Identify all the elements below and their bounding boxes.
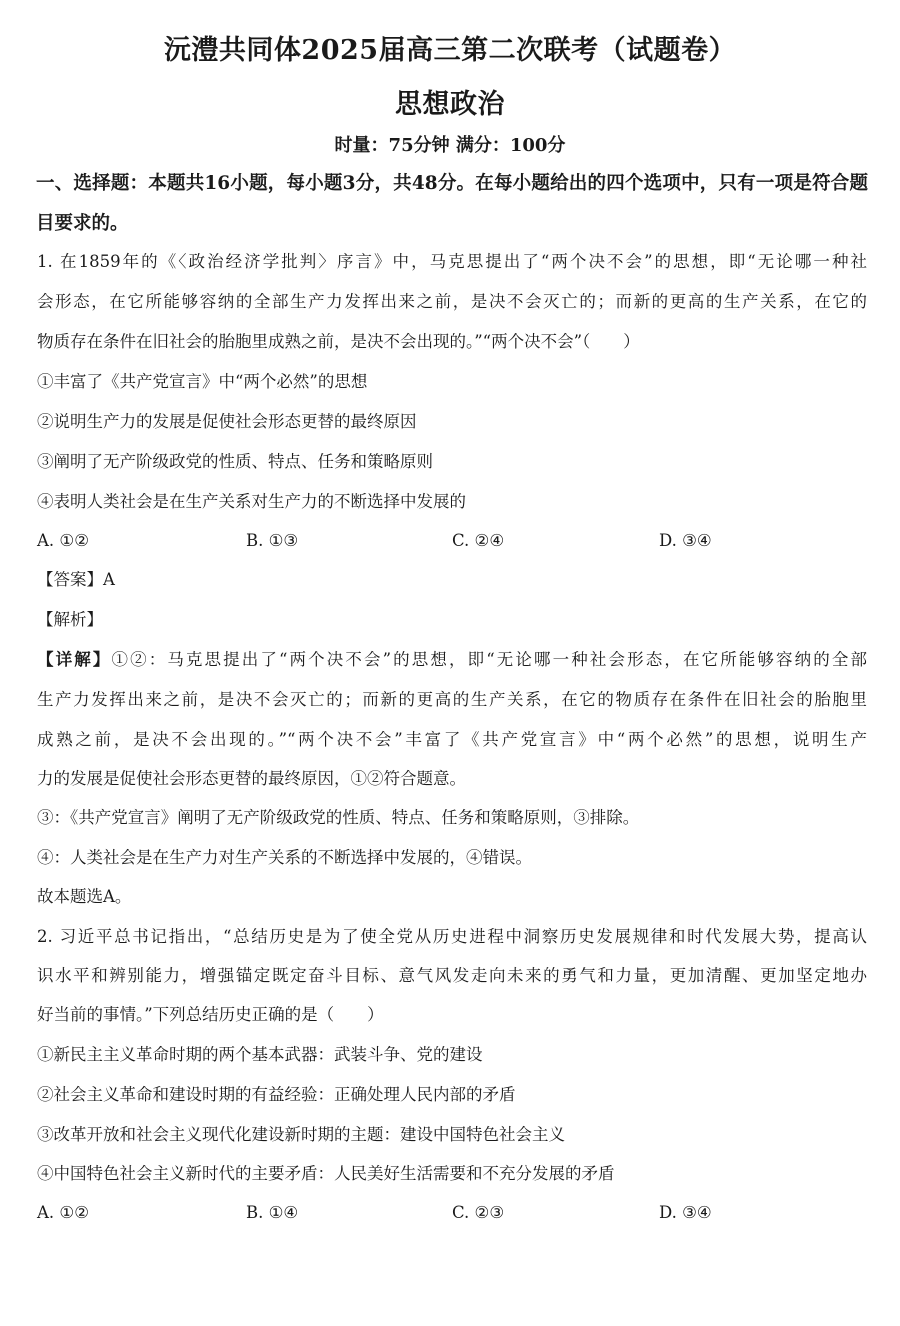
exam-title: 沅澧共同体2025届高三第二次联考（试题卷） <box>163 35 737 66</box>
q1-statement: ③阐明了无产阶级政党的性质、特点、任务和策略原则 <box>37 452 433 471</box>
q1-statement: ④表明人类社会是在生产关系对生产力的不断选择中发展的 <box>37 492 466 511</box>
q1-detail-line: 成熟之前，是决不会出现的。”“两个决不会”丰富了《共产党宣言》中“两个必然”的思想，说明生产 <box>37 730 867 749</box>
q2-statement: ③改革开放和社会主义现代化建设新时期的主题：建设中国特色社会主义 <box>37 1125 565 1144</box>
q1-detail-line: 力的发展是促使社会形态更替的最终原因，①②符合题意。 <box>37 769 466 788</box>
q1-detail-label: 【详解】 <box>37 650 112 669</box>
q1-detail-line: ③：《共产党宣言》阐明了无产阶级政党的性质、特点、任务和策略原则，③排除。 <box>37 808 640 827</box>
section-heading: 一、选择题：本题共16小题，每小题3分，共48分。在每小题给出的四个选项中，只有一项是符合题目要求的。 <box>36 173 868 234</box>
q1-stem-line: 物质存在条件在旧社会的胎胞里成熟之前，是决不会出现的。”“两个决不会”（ ） <box>37 332 640 351</box>
q2-option-b: B. ①④ <box>246 1203 299 1222</box>
q1-detail-line: ④：人类社会是在生产力对生产关系的不断选择中发展的，④错误。 <box>37 848 532 867</box>
q1-detail-line: 生产力发挥出来之前，是决不会灭亡的；而新的更高的生产关系，在它的物质存在条件在旧社会的胎胞里 <box>37 690 867 709</box>
q2-stem-line: 识水平和辨别能力，增强锚定既定奋斗目标、意气风发走向未来的勇气和力量，更加清醒、更加坚定地办 <box>37 966 867 985</box>
q1-options <box>37 529 867 553</box>
q1-stem-line: 会形态，在它所能够容纳的全部生产力发挥出来之前，是决不会灭亡的；而新的更高的生产关系，在它的 <box>37 292 867 311</box>
q1-analysis-label: 【解析】 <box>37 610 103 629</box>
q2-statement: ④中国特色社会主义新时代的主要矛盾：人民美好生活需要和不充分发展的矛盾 <box>37 1164 615 1183</box>
q2-stem-line: 2. 习近平总书记指出，“总结历史是为了使全党从历史进程中洞察历史发展规律和时代发展大势，提高认 <box>37 927 867 946</box>
q1-detail-line <box>37 648 867 672</box>
q1-stem-line: 1. 在1859年的《〈政治经济学批判〉序言》中，马克思提出了“两个决不会”的思想，即“无论哪一种社 <box>37 252 867 271</box>
q2-stem-line: 好当前的事情。”下列总结历史正确的是（ ） <box>37 1005 384 1024</box>
q1-detail-line: 故本题选A。 <box>37 887 132 906</box>
q2-options <box>37 1201 867 1225</box>
q1-statement: ①丰富了《共产党宣言》中“两个必然”的思想 <box>37 372 368 391</box>
q2-statement: ②社会主义革命和建设时期的有益经验：正确处理人民内部的矛盾 <box>37 1085 516 1104</box>
q1-option-b: B. ①③ <box>246 531 299 550</box>
exam-meta: 时量：75分钟 满分：100分 <box>334 135 566 156</box>
q1-option-a: A. ①② <box>37 531 89 550</box>
q2-statement: ①新民主主义革命时期的两个基本武器：武装斗争、党的建设 <box>37 1045 483 1064</box>
q2-option-c: C. ②③ <box>452 1203 505 1222</box>
q1-option-d: D. ③④ <box>659 531 712 550</box>
q1-detail-text: ①②：马克思提出了“两个决不会”的思想，即“无论哪一种社会形态，在它所能够容纳的全部 <box>111 650 868 669</box>
q2-option-a: A. ①② <box>37 1203 89 1222</box>
q1-answer: 【答案】A <box>37 570 115 589</box>
subject-title: 思想政治 <box>395 89 505 120</box>
q1-statement: ②说明生产力的发展是促使社会形态更替的最终原因 <box>37 412 417 431</box>
q1-option-c: C. ②④ <box>452 531 505 550</box>
q2-option-d: D. ③④ <box>659 1203 712 1222</box>
